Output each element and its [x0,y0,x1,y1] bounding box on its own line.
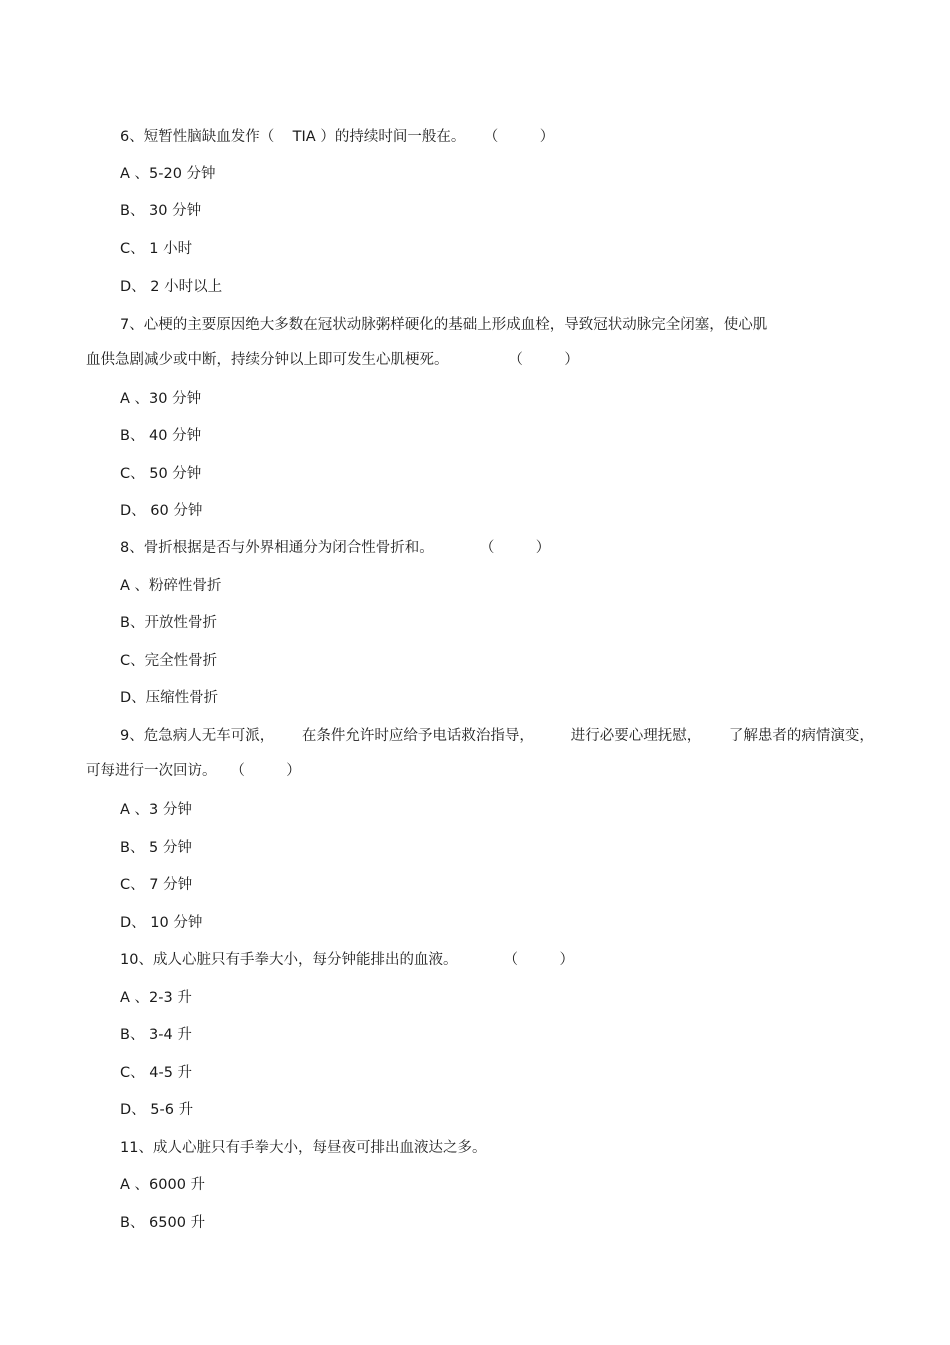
question-7-option-d: D、 60 分钟 [120,503,203,519]
question-8-option-d: D、压缩性骨折 [120,690,219,706]
question-7-stem-line-2: 血供急剧减少或中断，持续分钟以上即可发生心肌梗死。 （ ） [86,352,579,368]
question-8-stem: 8、骨折根据是否与外界相通分为闭合性骨折和。 （ ） [120,540,551,556]
question-10-option-c: C、 4-5 升 [120,1065,193,1081]
question-6-option-a: A 、5-20 分钟 [120,166,216,182]
question-9-option-a: A 、3 分钟 [120,802,192,818]
question-11-option-a: A 、6000 升 [120,1177,206,1193]
question-10-option-b: B、 3-4 升 [120,1027,192,1043]
question-9-stem-line-2: 可每进行一次回访。 （ ） [86,763,301,779]
question-7-option-b: B、 40 分钟 [120,428,202,444]
question-6-stem: 6、短暂性脑缺血发作（ TIA ）的持续时间一般在。 （ ） [120,129,555,145]
question-8-option-c: C、完全性骨折 [120,653,218,669]
question-6-option-d: D、 2 小时以上 [120,279,223,295]
question-10-option-a: A 、2-3 升 [120,990,192,1006]
question-8-option-b: B、开放性骨折 [120,615,217,631]
question-9-option-d: D、 10 分钟 [120,915,203,931]
question-7-option-a: A 、30 分钟 [120,391,202,407]
question-7-option-c: C、 50 分钟 [120,466,202,482]
question-6-option-c: C、 1 小时 [120,241,193,257]
question-11-option-b: B、 6500 升 [120,1215,206,1231]
question-10-option-d: D、 5-6 升 [120,1102,194,1118]
question-6-option-b: B、 30 分钟 [120,203,202,219]
question-7-stem-line-1: 7、心梗的主要原因绝大多数在冠状动脉粥样硬化的基础上形成血栓，导致冠状动脉完全闭塞，使心肌 [120,317,768,333]
question-11-stem: 11、成人心脏只有手拳大小，每昼夜可排出血液达之多。 [120,1140,487,1156]
question-9-option-c: C、 7 分钟 [120,877,193,893]
question-9-stem-line-1: 9、危急病人无车可派， 在条件允许时应给予电话救治指导， 进行必要心理抚慰， 了解患者的病情演变， [120,728,874,744]
question-8-option-a: A 、粉碎性骨折 [120,578,222,594]
question-10-stem: 10、成人心脏只有手拳大小，每分钟能排出的血液。 （ ） [120,952,575,968]
question-9-option-b: B、 5 分钟 [120,840,192,856]
